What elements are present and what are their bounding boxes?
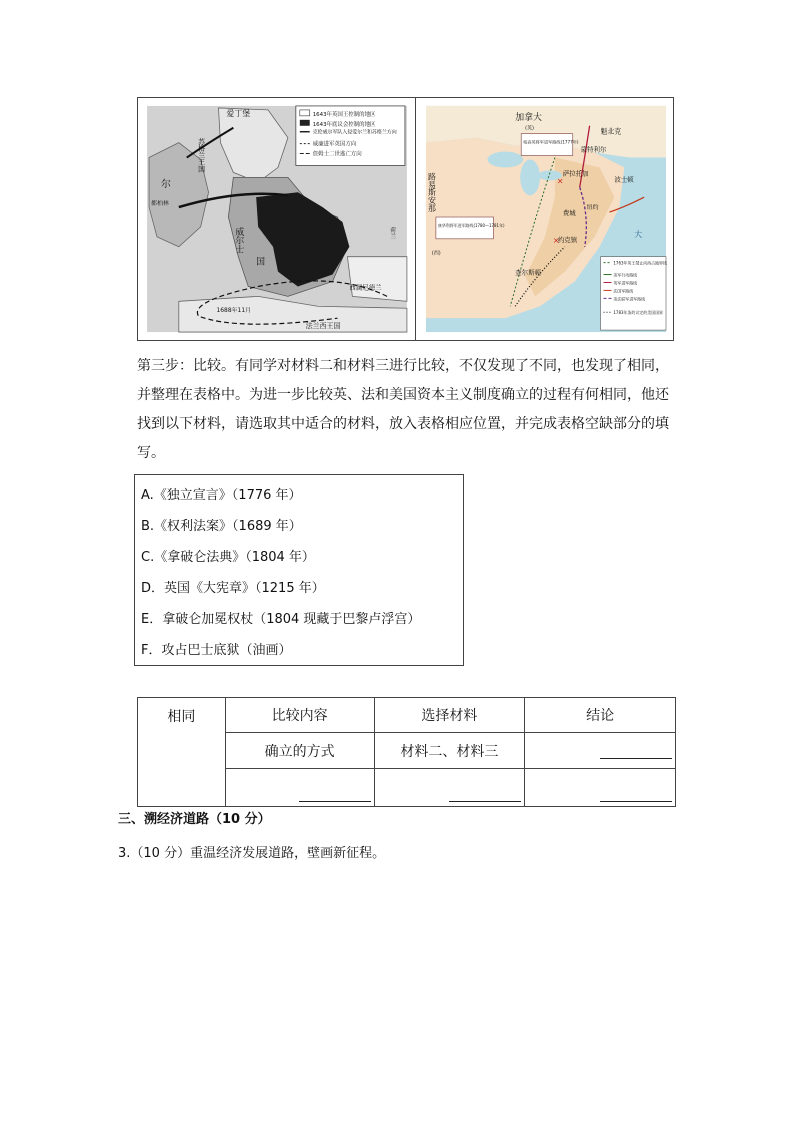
answer-blank[interactable] [449,785,521,802]
label-france: 法兰西王国 [305,322,341,331]
label-louisiana: 路易斯安那 [427,172,437,213]
cell-content-blank[interactable] [225,769,374,807]
label-date: 1688年11月 [216,307,252,315]
legend-item: 1643年底议会控制的地区 [312,121,376,128]
label-edinburgh: 爱丁堡 [226,108,251,118]
answer-blank[interactable] [299,785,371,802]
materials-options-box [134,474,464,666]
intro-line-3: 找到以下材料，请选取其中适合的材料，放入表格相应位置，并完成表格空缺部分的填 [137,416,669,432]
intro-line-2: 并整理在表格中。为进一步比较英、法和美国资本主义制度确立的过程有何相同，他还 [137,387,669,403]
intro-line-1: 第三步：比较。有同学对材料二和材料三进行比较，不仅发现了不同，也发现了相同， [137,358,669,374]
answer-blank[interactable] [600,742,672,759]
label-scotland: 苏格兰王国 [196,137,205,173]
option-d: D．英国《大宪章》（1215 年） [141,581,325,596]
answer-blank[interactable] [600,785,672,802]
label-montreal: 蒙特利尔 [580,145,607,154]
label-burgoyne: 柏高英将军进军路线(1777年) [523,139,579,145]
option-b: B.《权利法案》（1689 年） [141,519,302,534]
label-boston: 波士顿 [614,175,634,184]
label-quebec: 魁北克 [600,127,622,136]
section-title: 三、溯经济道路（10 分） [118,812,271,827]
label-dublin: 都柏林 [151,200,169,208]
battle-x-icon: × [552,235,560,245]
legend-item: 1763年英王禁止向西占地界线 [613,260,667,266]
legend-item: 克伦威尔军队入侵爱尔兰和苏格兰方向 [312,129,397,136]
label-canada-sub: (英) [525,125,534,132]
same-cell: 相同 [138,698,226,807]
table-row [138,698,676,733]
label-ireland: 尔 [160,179,171,191]
label-louisiana-sub: (西) [431,250,441,257]
label-england: 国 [256,257,266,268]
option-e: E．拿破仑加冕权杖（1804 现藏于巴黎卢浮宫） [141,612,421,627]
question-3: 3.（10 分）重温经济发展道路，壁画新征程。 [118,846,386,861]
legend-item: 1643年英国王控制的地区 [312,111,376,118]
header-conclusion: 结论 [525,698,676,733]
label-yorktown: 约克镇 [557,235,578,244]
label-atlantic: 大 [634,229,643,239]
cell-conclusion-blank[interactable] [525,733,676,769]
legend-item: 英军进军路线 [613,280,638,286]
map-english-revolution [138,98,416,340]
cell-method: 确立的方式 [225,733,374,769]
legend-item: 美军行动路线 [613,272,638,278]
legend-item: 威廉进军英国方向 [312,141,357,148]
label-wales: 威尔士 [233,226,244,254]
legend-item: 1783年条约议定的美国国界 [613,310,664,316]
legend-item: 詹姆士二世逃亡方向 [312,151,362,158]
english-map-svg [138,98,415,340]
legend-item: 法国军路线 [613,288,634,294]
battle-x-icon: × [556,176,564,186]
cell-materials: 材料二、材料三 [374,733,525,769]
option-f: F．攻占巴士底狱（油画） [141,643,292,658]
map-american-revolution [416,98,673,340]
label-newyork: 纽约 [586,204,599,212]
cell-conclusion-blank-2[interactable] [525,769,676,807]
label-canada: 加拿大 [515,112,542,123]
header-compare-content: 比较内容 [225,698,374,733]
intro-line-4: 写。 [137,445,165,461]
comparison-table [137,697,676,807]
label-netherlands: 荷兰 [388,226,396,239]
header-select-material: 选择材料 [374,698,525,733]
option-c: C.《拿破仑法典》（1804 年） [141,550,315,565]
label-cornwallis: 康华利将军进军路线(1780—1781年) [437,222,505,228]
american-map-svg [416,98,673,340]
label-spanish-netherlands: 西属尼德兰 [349,283,382,292]
label-charleston: 查尔斯顿 [515,268,542,277]
label-philadelphia: 费城 [562,209,576,218]
legend-item: 美法联军进军路线 [613,296,646,302]
cell-material-blank[interactable] [374,769,525,807]
option-a: A.《独立宣言》（1776 年） [141,488,302,503]
maps-panel [137,97,674,341]
label-saratoga: 萨拉托加 [562,169,589,178]
